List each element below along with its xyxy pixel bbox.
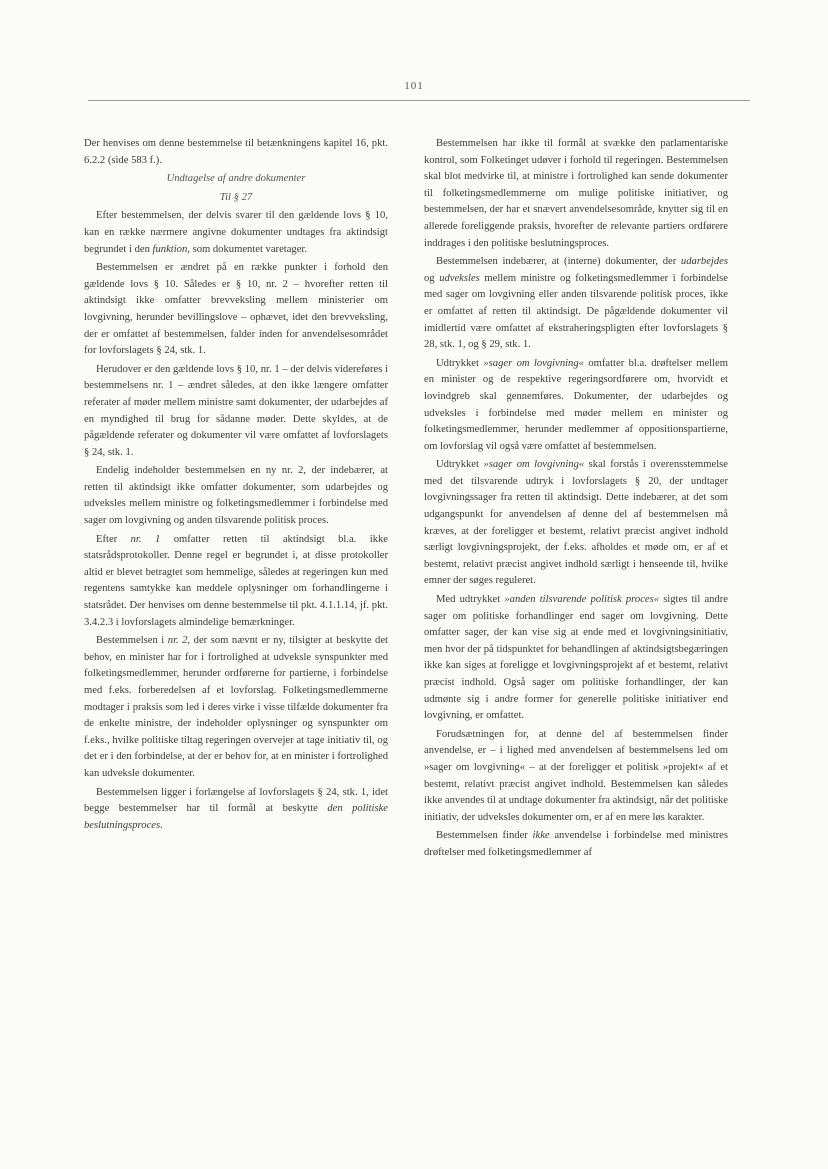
paragraph: Udtrykket »sager om lovgivning« skal forstås i overensstemmelse med det tilsvarende udtryk i lovforslagets § 20, der undtager lovgivningssager fra retten til aktindsigt. Dette indebærer, at det som udgangspunkt for anvendelsen af denne del af bestemmelsen må kræves, at der foreligger et bestemt, relativt præcist angivet indhold særligt lovgivningsprojekt, der f.eks. afholdes et møde om, er af et bestemt, relativt præcist angivet indhold særligt i henseende til, hvilke emner der søges reguleret. — [424, 459, 728, 587]
paragraph: Bestemmelsen finder ikke anvendelse i forbindelse med ministres drøftelser med folketingsmedlemmer af — [424, 830, 728, 858]
paragraph: Forudsætningen for, at denne del af bestemmelsen finder anvendelse, er – i lighed med anvendelsen af bestemmelsens led om »sager om lovgivning« – at der foreligger et politisk »projekt« af et bestemt, relativt præcist angivet indhold. Bestemmelsen kan således ikke anvendes til at undtage dokumenter fra aktindsigt, når det politiske initiativ, der udveksles dokumenter om, er af en mere løs karakter. — [424, 728, 728, 823]
paragraph: Med udtrykket »anden tilsvarende politisk proces« sigtes til andre sager om politiske forhandlinger end sager om lovgivning. Dette omfatter sager, der kan vise sig at ende med et lovgivningsinitiativ, men hvor der på tidspunktet for behandlingen af aktindsigtsbegæringen ikke kan siges at foreligge et lovgivningsprojekt af et bestemt, relativt præcist indhold. Også sager om politiske forhandlinger, der kan udmønte sig i andre former for generelle politiske initiativer end lovgivning, er omfattet. — [424, 594, 728, 722]
section-heading: Undtagelse af andre dokumenter — [166, 173, 306, 185]
right-column — [424, 136, 728, 864]
paragraph: Endelig indeholder bestemmelsen en ny nr. 2, der indebærer, at retten til aktindsigt ikke omfatter dokumenter, som udarbejdes og udveksles mellem ministre og folketingsmedlemmer i forbindelse med sager om lovgivning og anden tilsvarende politisk proces. — [84, 465, 388, 527]
paragraph: Bestemmelsen i nr. 2, der som nævnt er ny, tilsigter at beskytte det behov, en minister har for i fortrolighed at udveksle synspunkter med folketingsmedlemmer, herunder ordførerne for partierne, i forbindelse med f.eks. forberedelsen af et lovforslag. Folketingsmedlemmerne modtager i praksis som led i deres virke i visse tilfælde dokumenter fra de enkelte ministre, der indeholder oplysninger og synspunkter om f.eks., hvilke politiske tiltag regeringen overvejer at tage initiativ til, og det er i den forbindelse, at der er behov for, at en minister i fortrolighed kan udveksle dokumenter. — [84, 635, 388, 779]
paragraph: Bestemmelsen har ikke til formål at svække den parlamentariske kontrol, som Folketinget udøver i forhold til regeringen. Bestemmelsen skal blot medvirke til, at ministre i fortrolighed kan sende dokumenter til folketingsmedlemmerne om mulige politiske initiativer, og bestemmelsen, der har et snævert anvendelsesområde, knytter sig til en allerede foreliggende praksis, hvorefter de relevante partiers ordførere inddrages i den politiske beslutningsproces. — [424, 138, 728, 249]
page-number: 101 — [404, 80, 424, 92]
header-rule — [88, 100, 750, 101]
section-subheading: Til § 27 — [219, 191, 253, 203]
paragraph: Bestemmelsen er ændret på en række punkter i forhold den gældende lovs § 10. Således er § 10, nr. 2 – hvorefter retten til aktindsigt ikke omfatter brevveksling mellem ministerier om lovgivning, herunder bevillingslove – ophævet, idet den brevveksling, der er omfattet af bestemmelsen, falder inden for anvendelsesområdet for lovforslagets § 24, stk. 1. — [84, 262, 388, 357]
paragraph: Efter nr. 1 omfatter retten til aktindsigt bl.a. ikke statsrådsprotokoller. Denne regel er begrundet i, at disse protokoller altid er blevet betragtet som hemmelige, således at regeringen kun med regentens samtykke kan meddele oplysninger om forhandlingerne i statsrådet. Der henvises om denne bestemmelse til pkt. 4.1.1.14, jf. pkt. 3.4.2.3 i lovforslagets almindelige bemærkninger. — [84, 533, 389, 628]
paragraph: Herudover er den gældende lovs § 10, nr. 1 – der delvis videreføres i bestemmelsens nr. 1 – ændret således, at den ikke længere omfatter referater af møder mellem ministre samt dokumenter, der udarbejdes af en myndighed til brug for sådanne møder. Dette skyldes, at de pågældende referater og dokumenter vil være omfattet af lovforslagets § 24, stk. 1. — [84, 363, 388, 458]
left-column — [84, 136, 388, 836]
paragraph: Bestemmelsen indebærer, at (interne) dokumenter, der udarbejdes og udveksles mellem ministre og folketingsmedlemmer i forbindelse med sager om lovgivning eller anden tilsvarende politisk proces, ikke er omfattet af retten til aktindsigt. De pågældende dokumenter vil imidlertid være omfattet af ekstraheringspligten efter lovforslagets § 28, stk. 1, og § 29, stk. 1. — [424, 256, 728, 351]
paragraph: Efter bestemmelsen, der delvis svarer til den gældende lovs § 10, kan en række nærmere angivne dokumenter undtages fra aktindsigt begrundet i den funktion, som dokumentet varetager. — [84, 210, 388, 255]
paragraph: Udtrykket »sager om lovgivning« omfatter bl.a. drøftelser mellem en minister og de respektive regeringsordførere om, hvorvidt et lovindgreb skal gennemføres. Dokumenter, der udarbejdes og udveksles i forbindelse med møder mellem en minister og folketingsmedlemmer, herunder medlemmer af oppositionspartierne, om lovforslag vil også være omfattet af bestemmelsen. — [424, 357, 729, 452]
paragraph: Bestemmelsen ligger i forlængelse af lovforslagets § 24, stk. 1, idet begge bestemmelser har til formål at beskytte den politiske beslutningsproces. — [84, 786, 388, 831]
paragraph-intro: Der henvises om denne bestemmelse til betænkningens kapitel 16, pkt. 6.2.2 (side 583 f.). — [84, 138, 388, 166]
